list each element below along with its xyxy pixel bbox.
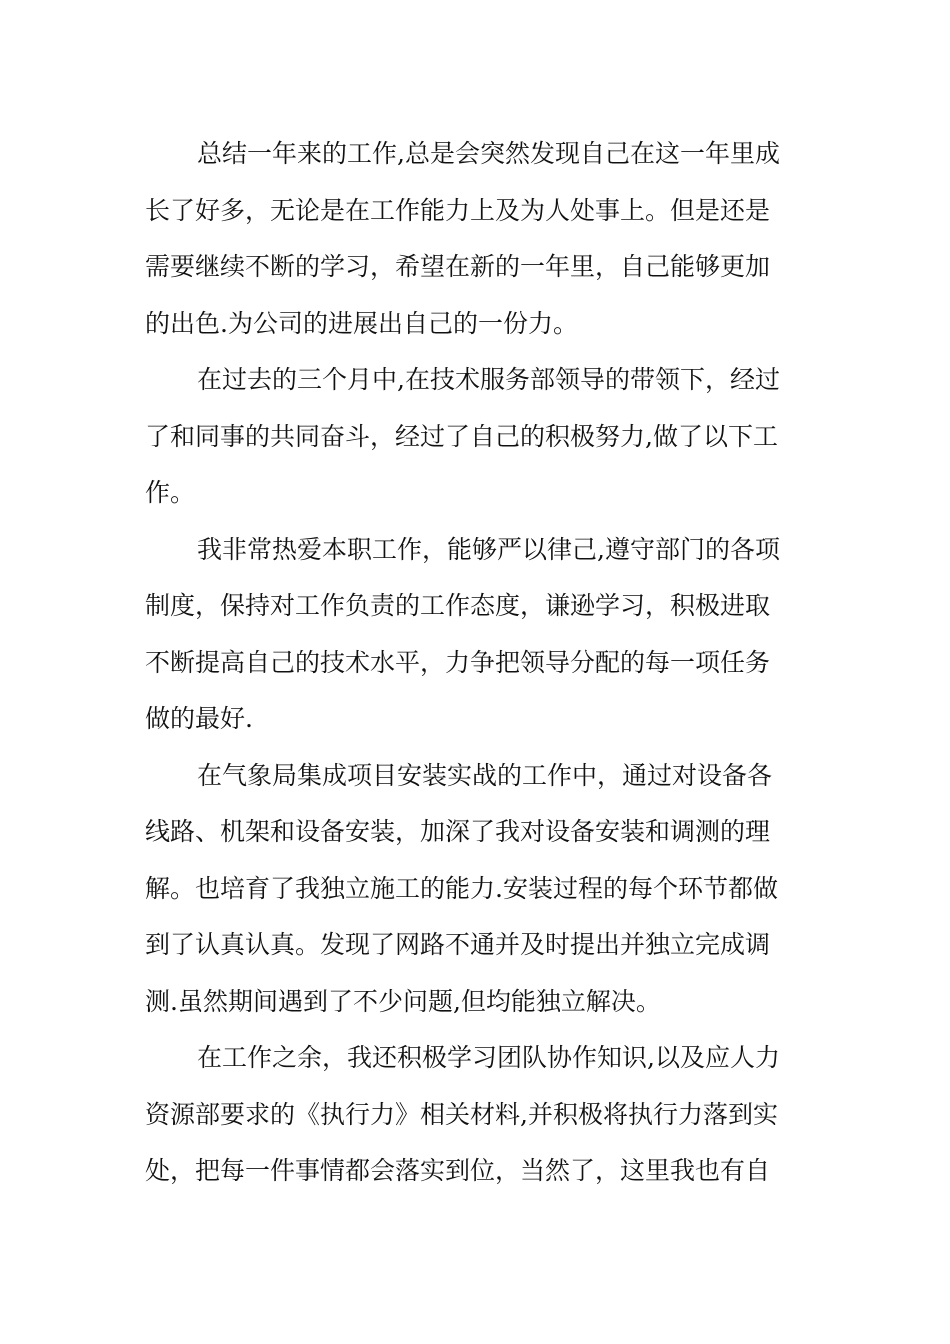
paragraph-1-line-3: 需要继续不断的学习，希望在新的一年里，自己能够更加: [145, 252, 771, 281]
paragraph-1-line-2: 长了好多，无论是在工作能力上及为人处事上。但是还是: [145, 195, 771, 225]
paragraph-2-line-1: 在过去的三个月中,在技术服务部领导的带领下，经过: [197, 365, 780, 394]
paragraph-4-line-2: 线路、机架和设备安装，加深了我对设备安装和调测的理: [145, 817, 771, 846]
paragraph-2: [145, 352, 810, 522]
paragraph-3-line-4: 做的最好.: [145, 704, 253, 733]
paragraph-3-line-2: 制度，保持对工作负责的工作态度，谦逊学习，积极进取: [145, 591, 771, 620]
paragraph-3: [145, 522, 810, 748]
paragraph-4-line-3: 解。也培育了我独立施工的能力.安装过程的每个环节都做: [145, 873, 778, 903]
paragraph-3-line-3: 不断提高自己的技术水平，力争把领导分配的每一项任务: [145, 647, 771, 677]
paragraph-4-line-5: 测.虽然期间遇到了不少问题,但均能独立解决。: [145, 986, 661, 1016]
paragraph-5-line-3: 处，把每一件事情都会落实到位，当然了，这里我也有自: [145, 1156, 771, 1185]
paragraph-1: [145, 126, 810, 352]
document-body: [145, 126, 810, 1200]
paragraph-4: [145, 748, 810, 1031]
paragraph-2-line-2: 了和同事的共同奋斗，经过了自己的积极努力,做了以下工: [145, 421, 778, 451]
paragraph-5-line-1: 在工作之余，我还积极学习团队协作知识,以及应人力: [197, 1043, 780, 1072]
paragraph-4-line-1: 在气象局集成项目安装实战的工作中，通过对设备各: [197, 760, 773, 790]
paragraph-2-line-3: 作。: [145, 478, 196, 507]
paragraph-5: [145, 1030, 810, 1200]
paragraph-4-line-4: 到了认真认真。发现了网路不通并及时提出并独立完成调: [145, 930, 771, 959]
paragraph-1-line-1: 总结一年来的工作,总是会突然发现自己在这一年里成: [197, 139, 780, 168]
paragraph-1-line-4: 的出色.为公司的进展出自己的一份力。: [145, 308, 578, 338]
paragraph-3-line-1: 我非常热爱本职工作，能够严以律己,遵守部门的各项: [197, 534, 780, 564]
paragraph-5-line-2: 资源部要求的《执行力》相关材料,并积极将执行力落到实: [145, 1099, 778, 1129]
